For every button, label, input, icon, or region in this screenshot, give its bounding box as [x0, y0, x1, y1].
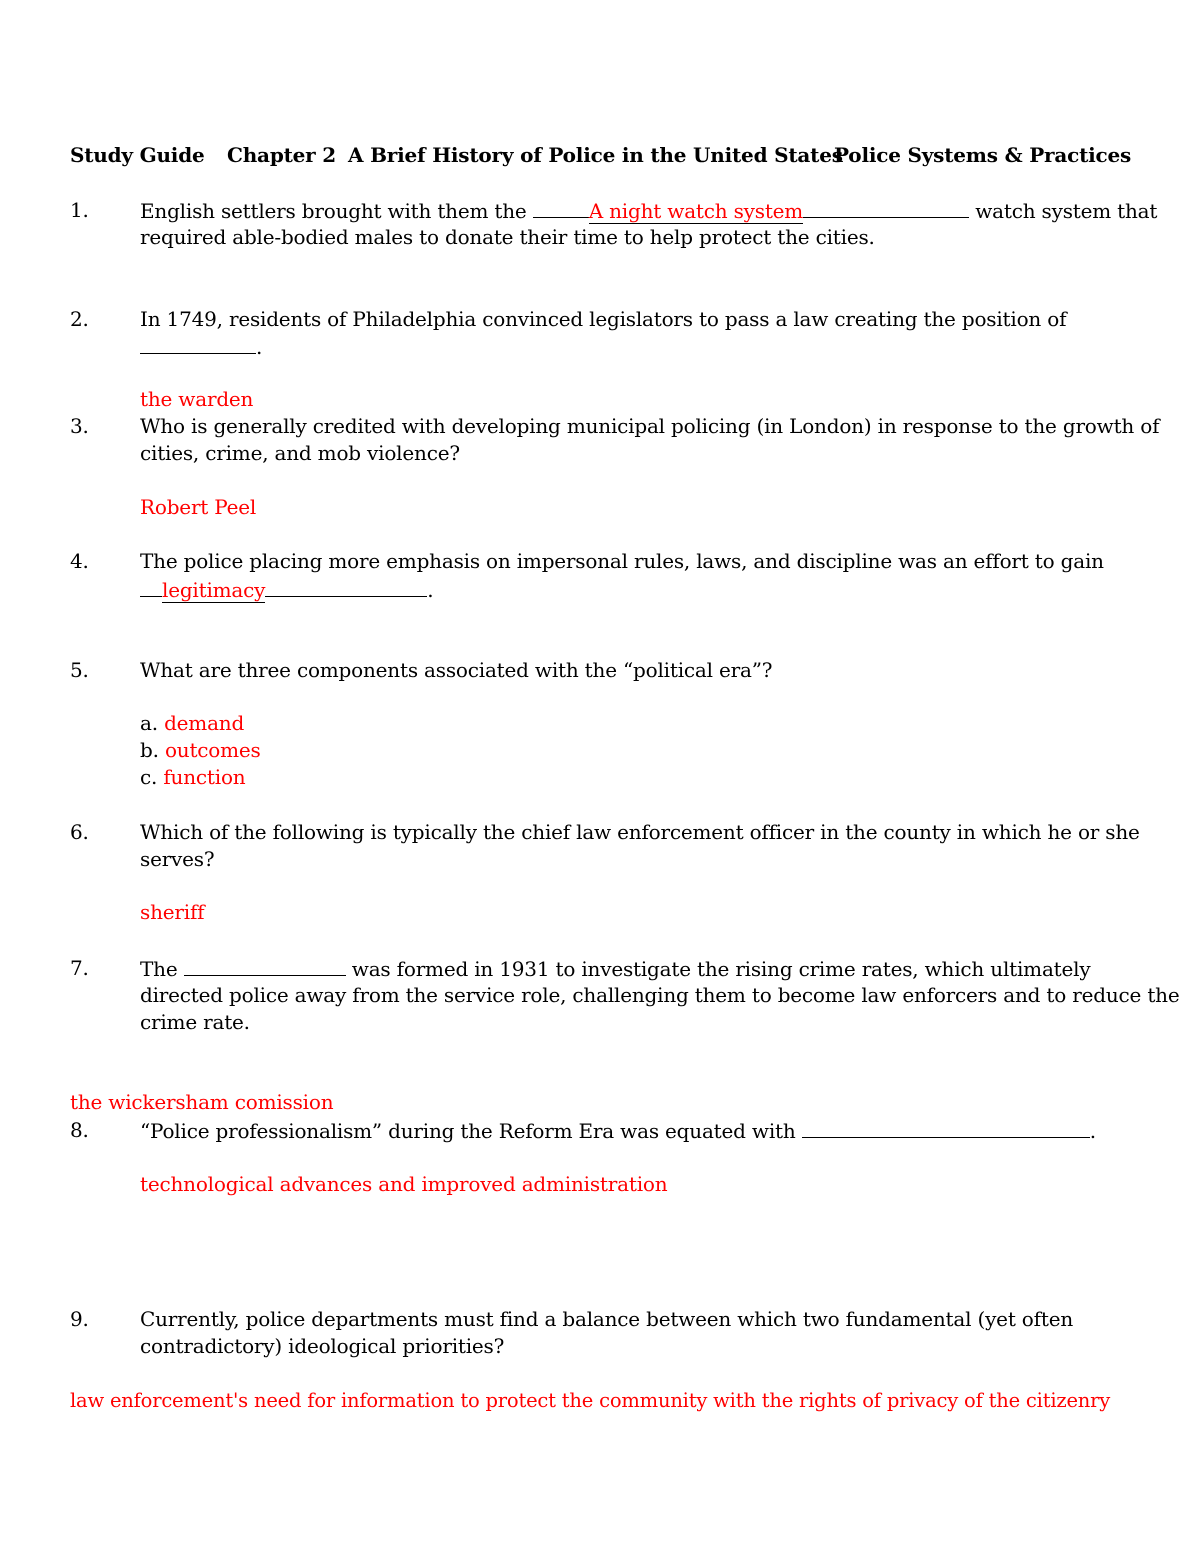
question-number: 6. — [70, 820, 89, 844]
question-text-line: directed police away from the service role, challenging them to become law enforcers and to reduce the — [140, 983, 1180, 1007]
answer-text: the wickersham comission — [70, 1090, 334, 1114]
list-item: c. function — [140, 765, 246, 789]
question-text-line: What are three components associated with the “political era”? — [140, 658, 773, 682]
answer-text: legitimacy — [162, 578, 266, 602]
answer-text: outcomes — [164, 738, 261, 762]
chapter-label: Chapter 2 — [227, 143, 336, 167]
answer-text: sheriff — [140, 900, 205, 924]
blank-line — [802, 1117, 1090, 1138]
question-text-line: English settlers brought with them the A night watch system watch system that — [140, 199, 1158, 223]
question-text-line: cities, crime, and mob violence? — [140, 441, 460, 465]
question-text-line: In 1749, residents of Philadelphia convinced legislators to pass a law creating the position of — [140, 307, 1067, 331]
list-item: a. demand — [140, 711, 245, 735]
blank-line — [140, 333, 256, 354]
answer-text: Robert Peel — [140, 495, 257, 519]
question-number: 5. — [70, 658, 89, 682]
list-item: b. outcomes — [140, 738, 261, 762]
question-text-line: serves? — [140, 847, 215, 871]
question-number: 9. — [70, 1307, 89, 1331]
question-number: 7. — [70, 956, 89, 980]
answer-text: technological advances and improved administration — [140, 1172, 668, 1196]
question-text-line: Who is generally credited with developing municipal policing (in London) in response to the growth of — [140, 414, 1160, 438]
answer-text: law enforcement's need for information to protect the community with the rights of privacy of the citizenry — [70, 1389, 1111, 1412]
blank-line — [803, 197, 969, 218]
blank-line — [265, 576, 427, 597]
question-text-line: crime rate. — [140, 1010, 250, 1034]
chapter-title: A Brief History of Police in the United States — [348, 143, 843, 167]
question-text-line: required able-bodied males to donate their time to help protect the cities. — [140, 225, 875, 249]
question-text-line: legitimacy . — [140, 576, 433, 604]
question-number: 3. — [70, 414, 89, 438]
question-text-line: Currently, police departments must find a balance between which two fundamental (yet often — [140, 1307, 1074, 1331]
course-title: Police Systems & Practices — [834, 143, 1132, 167]
blank-line — [533, 197, 589, 218]
study-guide-label: Study Guide — [70, 143, 205, 167]
blank-line — [140, 576, 162, 597]
question-number: 2. — [70, 307, 89, 331]
question-text-line: The police placing more emphasis on impersonal rules, laws, and discipline was an effort to gain — [140, 549, 1104, 573]
answer-text: demand — [164, 711, 245, 735]
question-text-line: contradictory) ideological priorities? — [140, 1334, 505, 1358]
question-number: 8. — [70, 1118, 89, 1142]
question-text-line: The was formed in 1931 to investigate the rising crime rates, which ultimately — [140, 957, 1091, 981]
question-text-line: Which of the following is typically the chief law enforcement officer in the county in which he or she — [140, 820, 1140, 844]
question-text-line: . — [140, 333, 262, 361]
answer-text: function — [163, 765, 246, 789]
answer-text: A night watch system — [588, 199, 804, 223]
answer-text: the warden — [140, 387, 254, 411]
blank-line — [184, 955, 346, 976]
question-number: 4. — [70, 549, 89, 573]
question-number: 1. — [70, 198, 89, 222]
question-text-line: “Police professionalism” during the Reform Era was equated with . — [140, 1119, 1096, 1143]
